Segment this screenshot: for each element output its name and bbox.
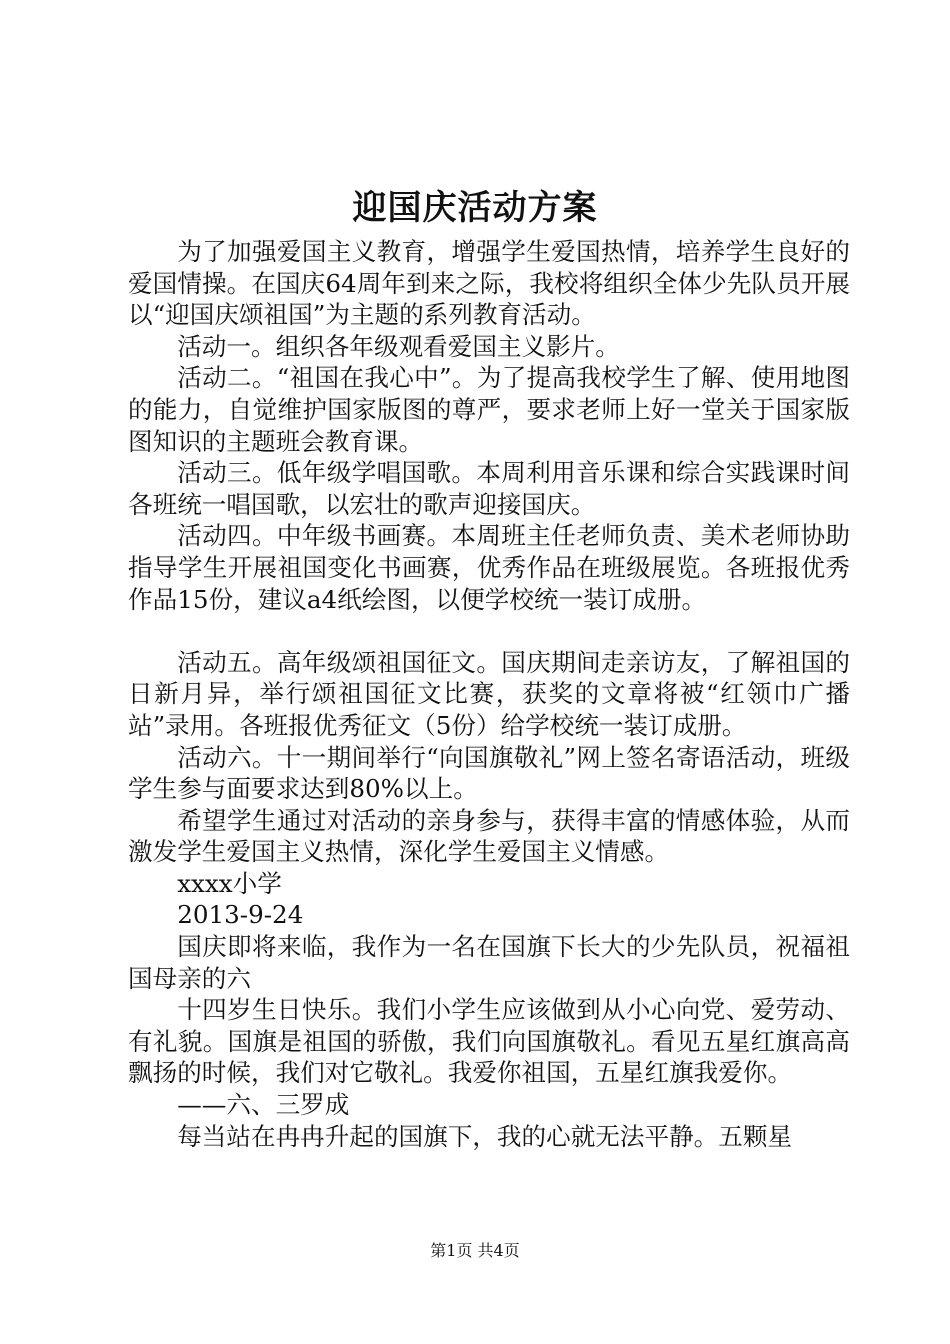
page-footer: 第1页 共4页	[430, 1241, 520, 1260]
document-date: 2013-9-24	[177, 900, 304, 930]
activity-1-paragraph: 活动一。组织各年级观看爱国主义影片。	[177, 331, 620, 361]
activity-2-paragraph: 活动二。“祖国在我心中”。为了提高我校学生了解、使用地图的能力，自觉维护国家版图的尊严，要求老师上好一堂关于国家版图知识的主题班会教育课。	[128, 363, 850, 456]
activity-3-paragraph: 活动三。低年级学唱国歌。本周利用音乐课和综合实践课时间各班统一唱国歌，以宏壮的歌声迎接国庆。	[128, 458, 850, 519]
essay-paragraph-2: 十四岁生日快乐。我们小学生应该做到从小心向党、爱劳动、有礼貌。国旗是祖国的骄傲，我们向国旗敬礼。看见五星红旗高高飘扬的时候，我们对它敬礼。我爱你祖国，五星红旗我爱你。	[128, 995, 850, 1088]
essay-author: ——六、三罗成	[177, 1090, 350, 1120]
document-body	[128, 236, 850, 1152]
document-title: 迎国庆活动方案	[352, 188, 598, 228]
activity-4-paragraph: 活动四。中年级书画赛。本周班主任老师负责、美术老师协助指导学生开展祖国变化书画赛，优秀作品在班级展览。各班报优秀作品15份，建议a4纸绘图，以便学校统一装订成册。	[128, 521, 850, 614]
school-signature: xxxx小学	[177, 868, 282, 898]
essay-paragraph-1: 国庆即将来临，我作为一名在国旗下长大的少先队员，祝福祖国母亲的六	[128, 932, 850, 993]
activity-5-paragraph: 活动五。高年级颂祖国征文。国庆期间走亲访友，了解祖国的日新月异，举行颂祖国征文比赛，获奖的文章将被“红领巾广播站”录用。各班报优秀征文（5份）给学校统一装订成册。	[128, 647, 850, 740]
intro-paragraph: 为了加强爱国主义教育，增强学生爱国热情，培养学生良好的爱国情操。在国庆64周年到来之际，我校将组织全体少先队员开展以“迎国庆颂祖国”为主题的系列教育活动。	[128, 237, 850, 330]
activity-6-paragraph: 活动六。十一期间举行“向国旗敬礼”网上签名寄语活动，班级学生参与面要求达到80%以上。	[128, 742, 850, 804]
essay-paragraph-3: 每当站在冉冉升起的国旗下，我的心就无法平静。五颗星	[177, 1121, 793, 1151]
closing-paragraph: 希望学生通过对活动的亲身参与，获得丰富的情感体验，从而激发学生爱国主义热情，深化学生爱国主义情感。	[128, 805, 850, 867]
